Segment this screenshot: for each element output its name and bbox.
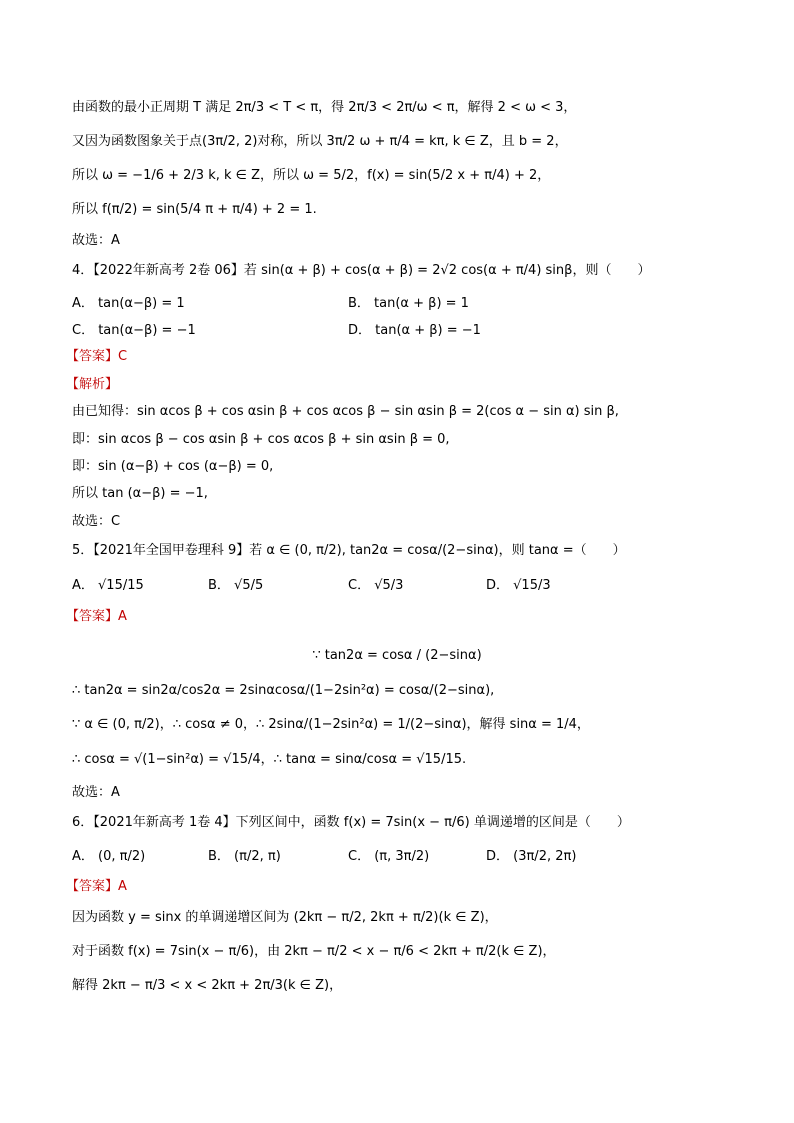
q4-step-3: 即：sin (α−β) + cos (α−β) = 0, [72,459,274,474]
q4-option-b: B． tan(α + β) = 1 [348,296,469,311]
q5-step-1: ∴ tan2α = sin2α/cos2α = 2sinαcosα/(1−2sin²α) = cosα/(2−sinα), [72,683,495,698]
answer-choice-line: 故选：A [72,233,120,248]
q4-step-5: 故选：C [72,514,121,529]
q4-option-c: C． tan(α−β) = −1 [72,323,196,338]
q6-step-3: 解得 2kπ − π/3 < x < 2kπ + 2π/3(k ∈ Z)， [72,978,343,993]
solution-line-omega: 所以 ω = −1/6 + 2/3 k, k ∈ Z，所以 ω = 5/2，f(x) = sin(5/2 x + π/4) + 2， [72,168,551,183]
q6-answer: 【答案】A [66,879,127,894]
q4-step-2: 即：sin αcos β − cos αsin β + cos αcos β + sin αsin β = 0, [72,432,450,447]
q4-analysis-label: 【解析】 [66,377,119,392]
q4-step-4: 所以 tan (α−β) = −1, [72,486,208,501]
q6-option-d: D． (3π/2, 2π) [486,849,577,864]
q5-option-a: A． √15/15 [72,578,144,593]
q5-step-4: 故选：A [72,785,120,800]
q5-option-b: B． √5/5 [208,578,264,593]
solution-line-value: 所以 f(π/2) = sin(5/4 π + π/4) + 2 = 1. [72,202,317,217]
q6-option-b: B． (π/2, π) [208,849,281,864]
question-5: 5．【2021年全国甲卷理科 9】若 α ∈ (0, π/2), tan2α = cosα/(2−sinα)，则 tanα =（ ） [72,543,626,558]
question-4: 4．【2022年新高考 2卷 06】若 sin(α + β) + cos(α + β) = 2√2 cos(α + π/4) sinβ，则（ ） [72,263,651,278]
solution-line-period: 由函数的最小正周期 T 满足 2π/3 < T < π，得 2π/3 < 2π/ω < π，解得 2 < ω < 3， [72,100,577,115]
q4-option-d: D． tan(α + β) = −1 [348,323,481,338]
q5-option-d: D． √15/3 [486,578,551,593]
q5-option-c: C． √5/3 [348,578,404,593]
q5-answer: 【答案】A [66,609,127,624]
q6-option-a: A． (0, π/2) [72,849,146,864]
question-6: 6．【2021年新高考 1卷 4】下列区间中，函数 f(x) = 7sin(x − π/6) 单调递增的区间是（ ） [72,815,630,830]
q6-option-c: C． (π, 3π/2) [348,849,430,864]
q4-step-1: 由已知得：sin αcos β + cos αsin β + cos αcos β − sin αsin β = 2(cos α − sin α) sin β, [72,404,619,419]
q4-option-a: A． tan(α−β) = 1 [72,296,185,311]
q4-answer: 【答案】C [66,349,128,364]
q6-step-2: 对于函数 f(x) = 7sin(x − π/6)，由 2kπ − π/2 < x − π/6 < 2kπ + π/2(k ∈ Z)， [72,944,556,959]
q6-step-1: 因为函数 y = sinx 的单调递增区间为 (2kπ − π/2, 2kπ + π/2)(k ∈ Z)， [72,910,498,925]
q5-centered-equation: ∵ tan2α = cosα / (2−sinα) [312,648,482,663]
solution-line-symmetry: 又因为函数图象关于点(3π/2, 2)对称，所以 3π/2 ω + π/4 = kπ, k ∈ Z，且 b = 2， [72,134,568,149]
q5-step-2: ∵ α ∈ (0, π/2)，∴ cosα ≠ 0，∴ 2sinα/(1−2sin²α) = 1/(2−sinα)，解得 sinα = 1/4， [72,717,590,732]
q5-step-3: ∴ cosα = √(1−sin²α) = √15/4，∴ tanα = sinα/cosα = √15/15. [72,752,467,767]
